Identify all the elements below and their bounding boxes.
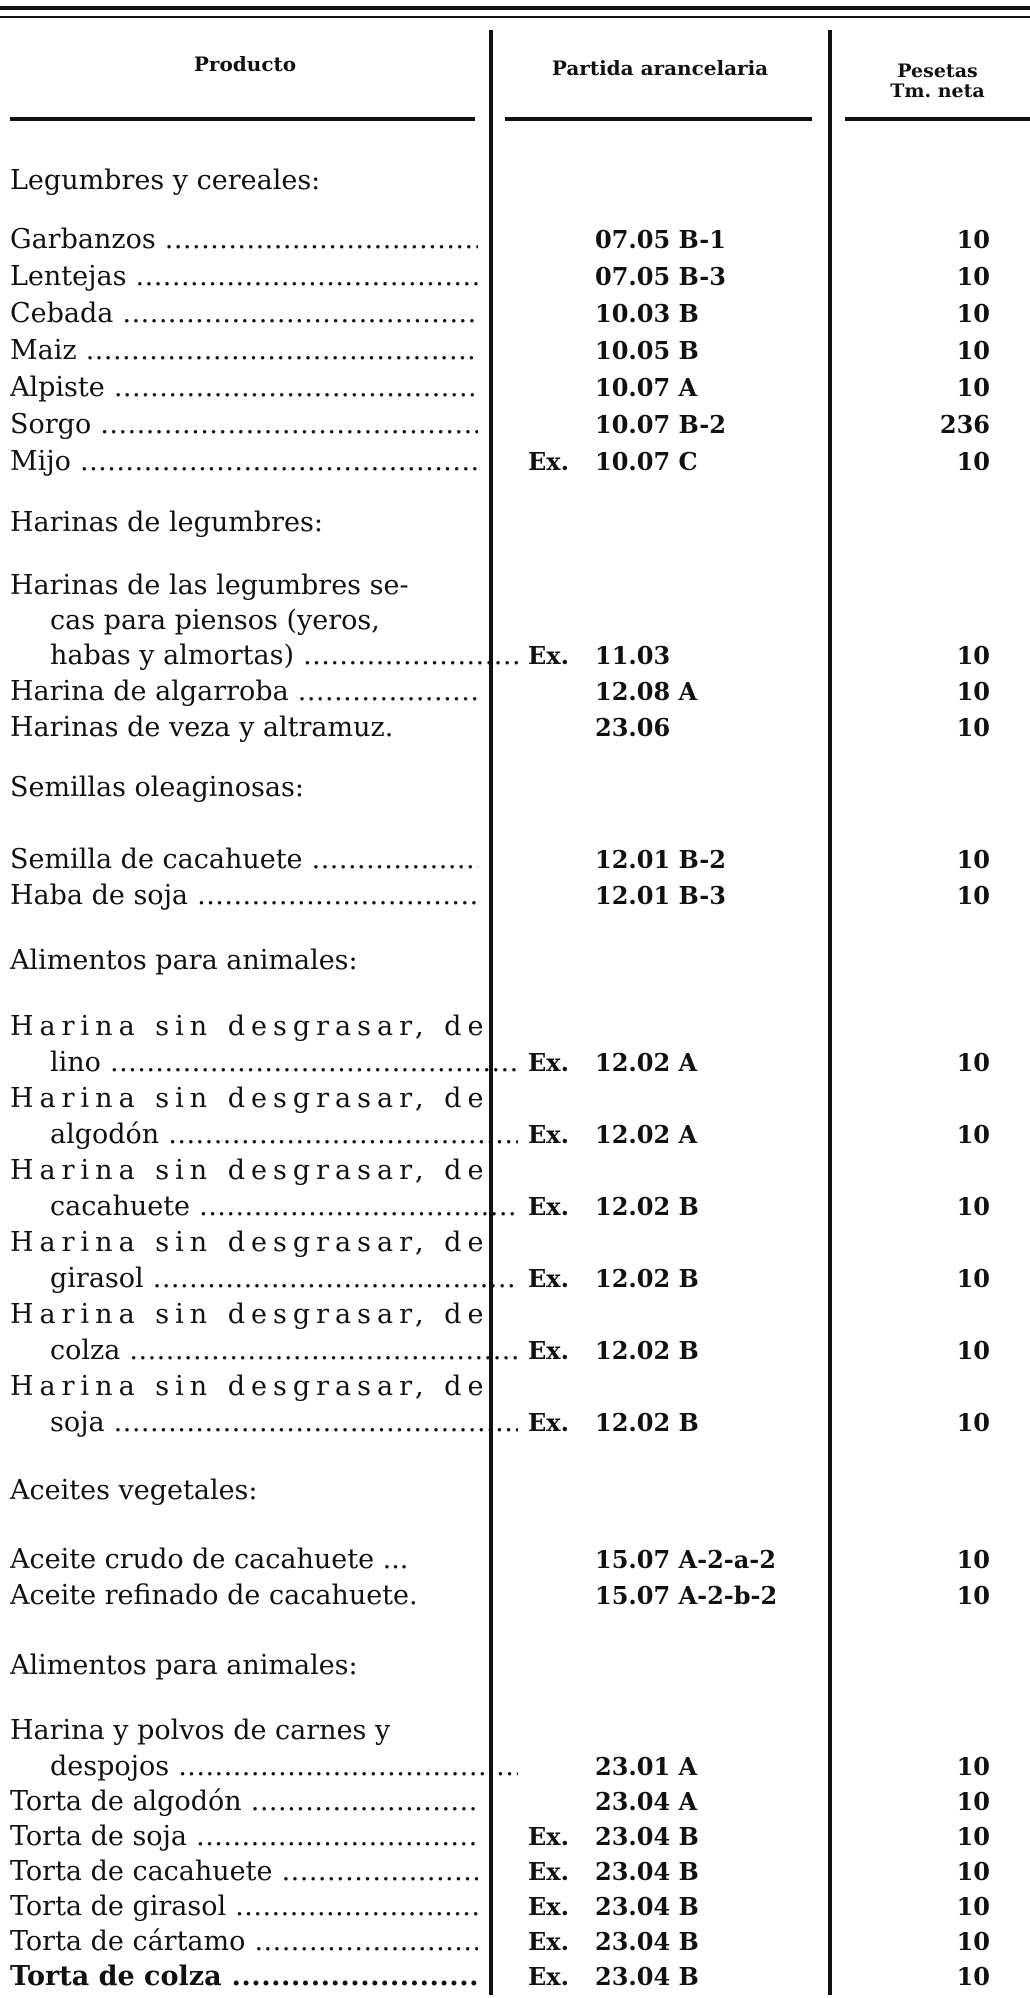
- product-name: Semilla de cacahuete .....: [10, 845, 478, 875]
- product-name-line: Harina sin desgrasar, de: [10, 1083, 490, 1114]
- table-row: [0, 1962, 1030, 1992]
- price-value: 10: [956, 713, 990, 742]
- price-value: 10: [956, 299, 990, 328]
- table-row: [0, 881, 1030, 911]
- ex-marker: Ex.: [528, 1336, 569, 1365]
- table-row: [0, 845, 1030, 875]
- product-name: cacahuete .....: [10, 1192, 518, 1222]
- product-name: Lentejas .....: [10, 262, 478, 292]
- table-row: [0, 1752, 1030, 1782]
- price-value: 10: [956, 447, 990, 476]
- table-row: [0, 1545, 1030, 1575]
- tariff-code: 23.04 B: [595, 1962, 699, 1991]
- section-title: Legumbres y cereales:: [10, 165, 321, 196]
- product-name-line: Harina sin desgrasar, de: [10, 1227, 490, 1258]
- tariff-code: 12.02 B: [595, 1408, 699, 1437]
- tariff-code: 12.02 B: [595, 1264, 699, 1293]
- price-value: 10: [956, 373, 990, 402]
- header-pesetas-2: Tm. neta: [890, 80, 985, 102]
- tariff-code: 23.04 B: [595, 1892, 699, 1921]
- tariff-code: 12.01 B-3: [595, 881, 726, 910]
- section-title: Aceites vegetales:: [10, 1475, 258, 1506]
- table-row: [0, 1822, 1030, 1852]
- product-name: Alpiste .....: [10, 373, 478, 403]
- section-title: Semillas oleaginosas:: [10, 772, 304, 803]
- product-name: Torta de cártamo .....: [10, 1927, 478, 1957]
- product-name: Maiz .....: [10, 336, 478, 366]
- product-name: Garbanzos .....: [10, 225, 478, 255]
- product-name: Aceite crudo de cacahuete ...: [10, 1545, 409, 1575]
- price-value: 10: [956, 1787, 990, 1816]
- price-value: 10: [956, 1192, 990, 1221]
- tariff-code: 15.07 A-2-a-2: [595, 1545, 776, 1574]
- table-row: [0, 336, 1030, 366]
- tariff-code: 12.02 B: [595, 1336, 699, 1365]
- tariff-code: 10.07 B-2: [595, 410, 726, 439]
- ex-marker: Ex.: [528, 1048, 569, 1077]
- tariff-code: 07.05 B-3: [595, 262, 726, 291]
- product-name-line: Harina y polvos de carnes y: [10, 1715, 391, 1746]
- ex-marker: Ex.: [528, 1857, 569, 1886]
- tariff-code: 10.03 B: [595, 299, 699, 328]
- product-name-line: cas para piensos (yeros,: [50, 605, 380, 636]
- price-value: 10: [956, 1264, 990, 1293]
- tariff-code: 23.04 B: [595, 1927, 699, 1956]
- tariff-code: 12.02 B: [595, 1192, 699, 1221]
- table-row: [0, 713, 1030, 743]
- product-name: Torta de soja .....: [10, 1822, 478, 1852]
- header-partida: Partida arancelaria: [551, 56, 769, 80]
- header-pesetas-1: Pesetas: [897, 60, 978, 82]
- product-name: Mijo .....: [10, 447, 478, 477]
- tariff-code: 10.07 C: [595, 447, 698, 476]
- product-name-line: Harinas de las legumbres se-: [10, 570, 409, 601]
- product-name: soja .....: [10, 1408, 518, 1438]
- table-row: [0, 1857, 1030, 1887]
- top-rule-thick: [0, 6, 1030, 10]
- ex-marker: Ex.: [528, 641, 569, 670]
- product-name-line: Harina sin desgrasar, de: [10, 1155, 490, 1186]
- tariff-code: 23.04 B: [595, 1857, 699, 1886]
- section-title: Alimentos para animales:: [10, 1650, 358, 1681]
- product-name-line: Harina sin desgrasar, de: [10, 1299, 490, 1330]
- product-name: Sorgo .....: [10, 410, 478, 440]
- table-row: [0, 1336, 1030, 1366]
- ex-marker: Ex.: [528, 1927, 569, 1956]
- price-value: 10: [956, 881, 990, 910]
- tariff-code: 12.02 A: [595, 1048, 698, 1077]
- price-value: 236: [939, 410, 990, 439]
- product-name: colza .....: [10, 1336, 518, 1366]
- tariff-code: 10.07 A: [595, 373, 698, 402]
- price-value: 10: [956, 1120, 990, 1149]
- tariff-code: 12.01 B-2: [595, 845, 726, 874]
- product-name: Torta de girasol .....: [10, 1892, 478, 1922]
- table-row: [0, 225, 1030, 255]
- product-name: Torta de cacahuete .....: [10, 1857, 478, 1887]
- tariff-code: 10.05 B: [595, 336, 699, 365]
- table-row: [0, 677, 1030, 707]
- tariff-code: 23.01 A: [595, 1752, 698, 1781]
- header-underline-partida: [505, 117, 812, 121]
- table-row: [0, 447, 1030, 477]
- product-name: Haba de soja .....: [10, 881, 478, 911]
- price-value: 10: [956, 1048, 990, 1077]
- price-value: 10: [956, 1336, 990, 1365]
- product-name: habas y almortas) .....: [10, 641, 518, 671]
- product-name: Torta de colza .....: [10, 1962, 478, 1992]
- tariff-code: 07.05 B-1: [595, 225, 726, 254]
- table-row: [0, 641, 1030, 671]
- price-value: 10: [956, 1752, 990, 1781]
- tariff-code: 15.07 A-2-b-2: [595, 1581, 778, 1610]
- price-value: 10: [956, 1545, 990, 1574]
- ex-marker: Ex.: [528, 1192, 569, 1221]
- ex-marker: Ex.: [528, 1892, 569, 1921]
- price-value: 10: [956, 1892, 990, 1921]
- table-row: [0, 1581, 1030, 1611]
- price-value: 10: [956, 1822, 990, 1851]
- price-value: 10: [956, 641, 990, 670]
- header-underline-pesetas: [845, 117, 1030, 121]
- header-underline-producto: [10, 117, 475, 121]
- ex-marker: Ex.: [528, 1822, 569, 1851]
- product-name: Cebada .....: [10, 299, 478, 329]
- price-value: 10: [956, 1408, 990, 1437]
- product-name: algodón .....: [10, 1120, 518, 1150]
- table-row: [0, 1120, 1030, 1150]
- ex-marker: Ex.: [528, 1120, 569, 1149]
- table-row: [0, 1892, 1030, 1922]
- table-row: [0, 1264, 1030, 1294]
- table-row: [0, 262, 1030, 292]
- tariff-code: 23.06: [595, 713, 671, 742]
- ex-marker: Ex.: [528, 1962, 569, 1991]
- header-producto: Producto: [193, 52, 297, 76]
- table-row: [0, 299, 1030, 329]
- price-value: 10: [956, 225, 990, 254]
- price-value: 10: [956, 677, 990, 706]
- tariff-code: 23.04 B: [595, 1822, 699, 1851]
- product-name: Harinas de veza y altramuz.: [10, 713, 394, 743]
- table-row: [0, 373, 1030, 403]
- price-value: 10: [956, 1581, 990, 1610]
- ex-marker: Ex.: [528, 1408, 569, 1437]
- tariff-code: 11.03: [595, 641, 671, 670]
- table-row: [0, 410, 1030, 440]
- product-name: lino .....: [10, 1048, 518, 1078]
- product-name: Torta de algodón .....: [10, 1787, 478, 1817]
- top-rule-thin: [0, 16, 1030, 18]
- product-name: Harina de algarroba .....: [10, 677, 478, 707]
- table-row: [0, 1927, 1030, 1957]
- price-value: 10: [956, 1857, 990, 1886]
- section-title: Alimentos para animales:: [10, 945, 358, 976]
- table-row: [0, 1408, 1030, 1438]
- ex-marker: Ex.: [528, 447, 569, 476]
- tariff-code: 12.08 A: [595, 677, 698, 706]
- product-name: Aceite refinado de cacahuete.: [10, 1581, 418, 1611]
- product-name-line: Harina sin desgrasar, de: [10, 1371, 490, 1402]
- ex-marker: Ex.: [528, 1264, 569, 1293]
- table-row: [0, 1192, 1030, 1222]
- price-value: 10: [956, 336, 990, 365]
- price-value: 10: [956, 1927, 990, 1956]
- price-value: 10: [956, 845, 990, 874]
- table-row: [0, 1787, 1030, 1817]
- price-value: 10: [956, 1962, 990, 1991]
- product-name: despojos .....: [10, 1752, 518, 1782]
- table-row: [0, 1048, 1030, 1078]
- section-title: Harinas de legumbres:: [10, 507, 323, 538]
- price-value: 10: [956, 262, 990, 291]
- tariff-code: 12.02 A: [595, 1120, 698, 1149]
- tariff-code: 23.04 A: [595, 1787, 698, 1816]
- product-name: girasol .....: [10, 1264, 518, 1294]
- product-name-line: Harina sin desgrasar, de: [10, 1011, 490, 1042]
